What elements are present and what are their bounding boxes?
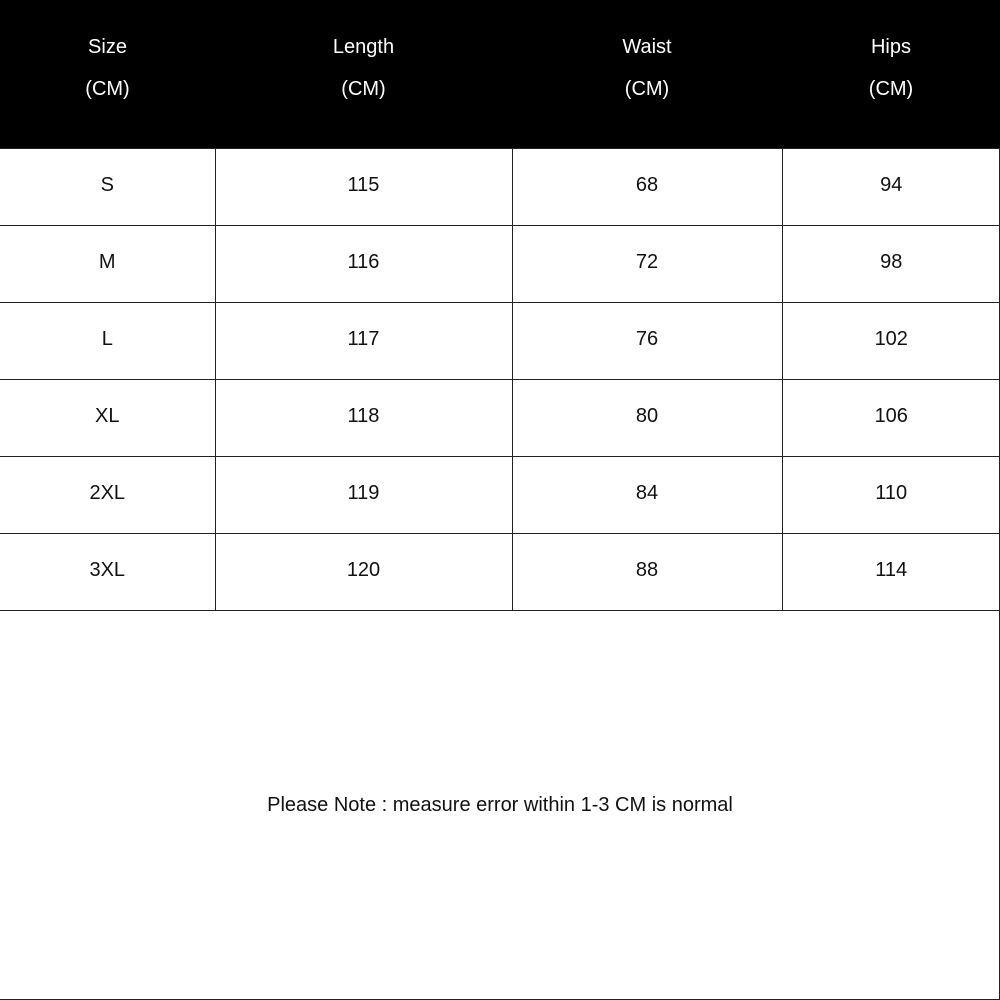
header-length-label: Length <box>332 35 395 58</box>
cell-size: L <box>0 302 215 379</box>
header-row <box>0 0 1000 148</box>
header-hips-label: Hips <box>870 35 911 58</box>
cell-size: S <box>0 148 215 225</box>
header-waist-unit: (CM) <box>624 77 670 100</box>
header-hips <box>782 0 1000 148</box>
cell-waist: 68 <box>512 148 782 225</box>
header-size-label: Size <box>88 35 127 58</box>
header-waist-label: Waist <box>622 35 672 58</box>
header-length <box>215 0 512 148</box>
cell-size: 3XL <box>0 533 215 610</box>
cell-hips: 98 <box>782 225 1000 302</box>
cell-length: 119 <box>215 456 512 533</box>
cell-waist: 84 <box>512 456 782 533</box>
header-waist <box>512 0 782 148</box>
cell-length: 116 <box>215 225 512 302</box>
cell-size: M <box>0 225 215 302</box>
cell-waist: 80 <box>512 379 782 456</box>
table-row <box>0 379 1000 456</box>
header-length-unit: (CM) <box>341 77 386 100</box>
table-body <box>0 148 1000 610</box>
table-row <box>0 225 1000 302</box>
table-row <box>0 533 1000 610</box>
cell-hips: 114 <box>782 533 1000 610</box>
cell-waist: 72 <box>512 225 782 302</box>
cell-size: 2XL <box>0 456 215 533</box>
cell-hips: 106 <box>782 379 1000 456</box>
cell-length: 118 <box>215 379 512 456</box>
header-size-unit: (CM) <box>85 77 130 100</box>
cell-length: 117 <box>215 302 512 379</box>
cell-size: XL <box>0 379 215 456</box>
header-hips-unit: (CM) <box>868 77 914 100</box>
cell-hips: 102 <box>782 302 1000 379</box>
header-size <box>0 0 215 148</box>
cell-length: 115 <box>215 148 512 225</box>
cell-waist: 76 <box>512 302 782 379</box>
table-row <box>0 456 1000 533</box>
cell-waist: 88 <box>512 533 782 610</box>
cell-length: 120 <box>215 533 512 610</box>
measurement-note: Please Note : measure error within 1-3 CM is normal <box>267 794 733 816</box>
cell-hips: 94 <box>782 148 1000 225</box>
table-row <box>0 148 1000 225</box>
table-row <box>0 302 1000 379</box>
table-header <box>0 0 1000 148</box>
cell-hips: 110 <box>782 456 1000 533</box>
